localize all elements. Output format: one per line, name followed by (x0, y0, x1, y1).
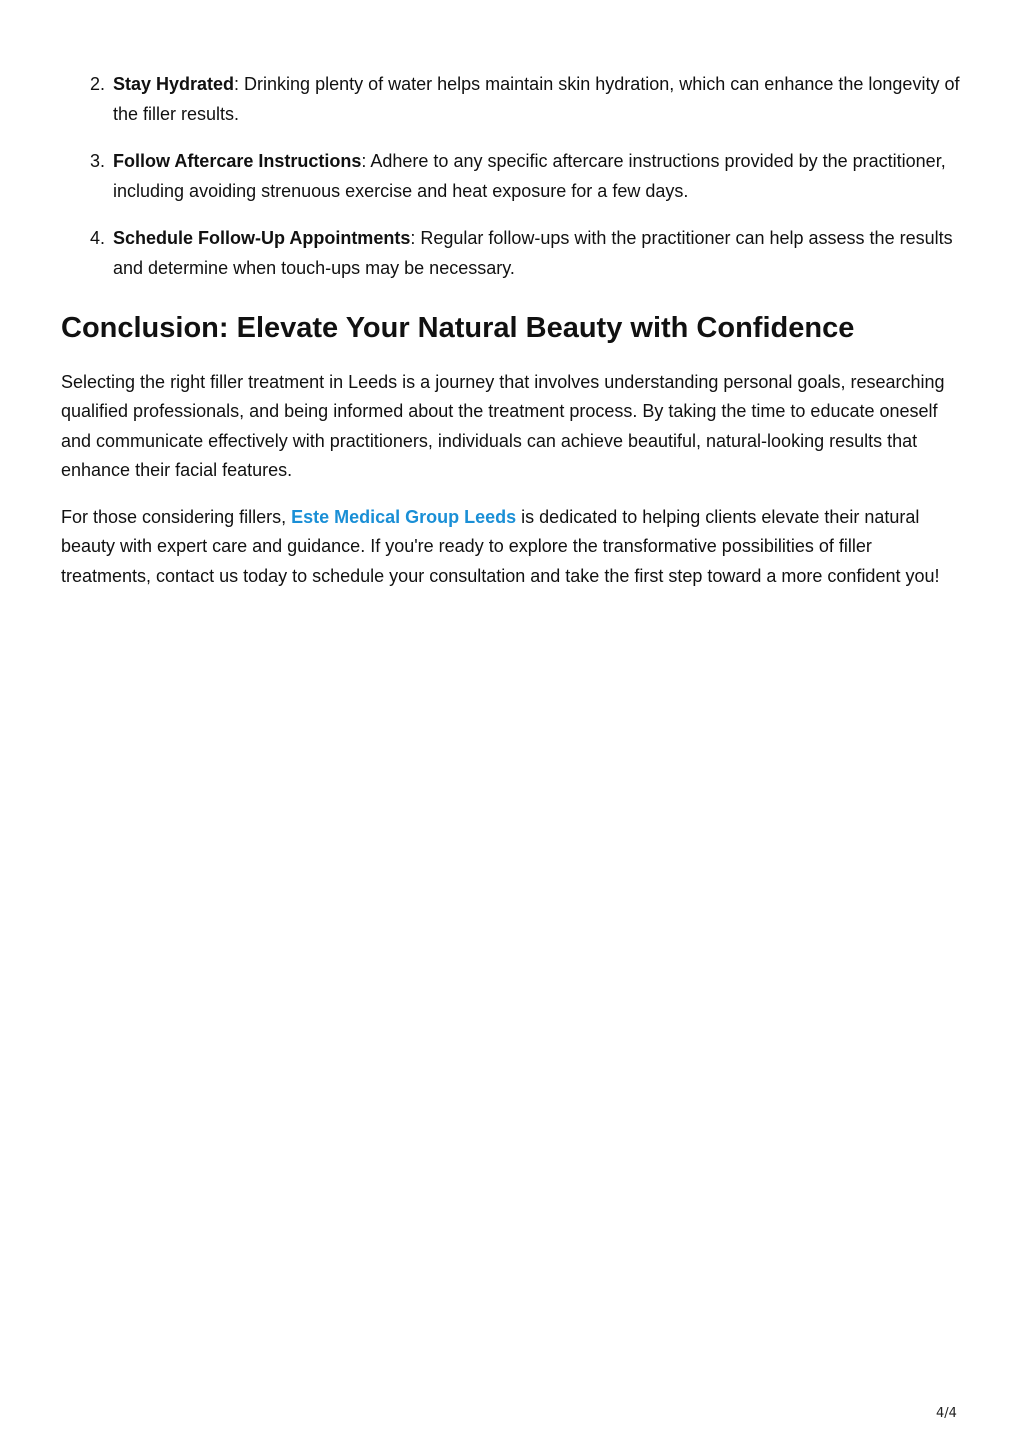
list-item-number: 2. (90, 74, 106, 94)
list-item-title: Follow Aftercare Instructions (113, 151, 362, 171)
list-item (61, 224, 961, 283)
conclusion-heading: Conclusion: Elevate Your Natural Beauty with Confidence (61, 312, 855, 344)
list-item-title: Schedule Follow-Up Appointments (113, 228, 411, 248)
este-medical-group-link[interactable]: Este Medical Group Leeds (291, 507, 517, 528)
page-number: 4/4 (936, 1406, 957, 1421)
list-item-number: 4. (90, 228, 106, 248)
conclusion-paragraph: Selecting the right filler treatment in Leeds is a journey that involves understanding personal goals, researching qualified professionals, and being informed about the treatment process. By taking the time to educate oneself and communicate effectively with practitioners, individuals can achieve beautiful, natural-looking results that enhance their facial features. (61, 372, 945, 480)
list-item (61, 147, 961, 206)
list-item-text: : Adhere to any specific aftercare instructions provided by the practitioner, including avoiding strenuous exercise and heat exposure for a few days. (113, 151, 946, 201)
aftercare-list (61, 70, 961, 283)
list-item-title: Stay Hydrated (113, 74, 235, 94)
contact-paragraph-rest: is dedicated to helping clients elevate their natural beauty with expert care and guidance. If you're ready to explore the transformative possibilities of filler treatments, contact us today to schedule your consultation and take the first step toward a more confident you! (61, 507, 940, 586)
contact-paragraph (61, 503, 961, 591)
list-item-text: : Drinking plenty of water helps maintain skin hydration, which can enhance the longevity of the filler results. (113, 74, 960, 124)
list-item-text: : Regular follow-ups with the practitioner can help assess the results and determine when touch-ups may be necessary. (113, 228, 953, 278)
contact-paragraph-intro: For those considering fillers, (61, 507, 292, 528)
list-item (61, 70, 961, 129)
document-page (61, 70, 961, 609)
list-item-number: 3. (90, 151, 106, 171)
